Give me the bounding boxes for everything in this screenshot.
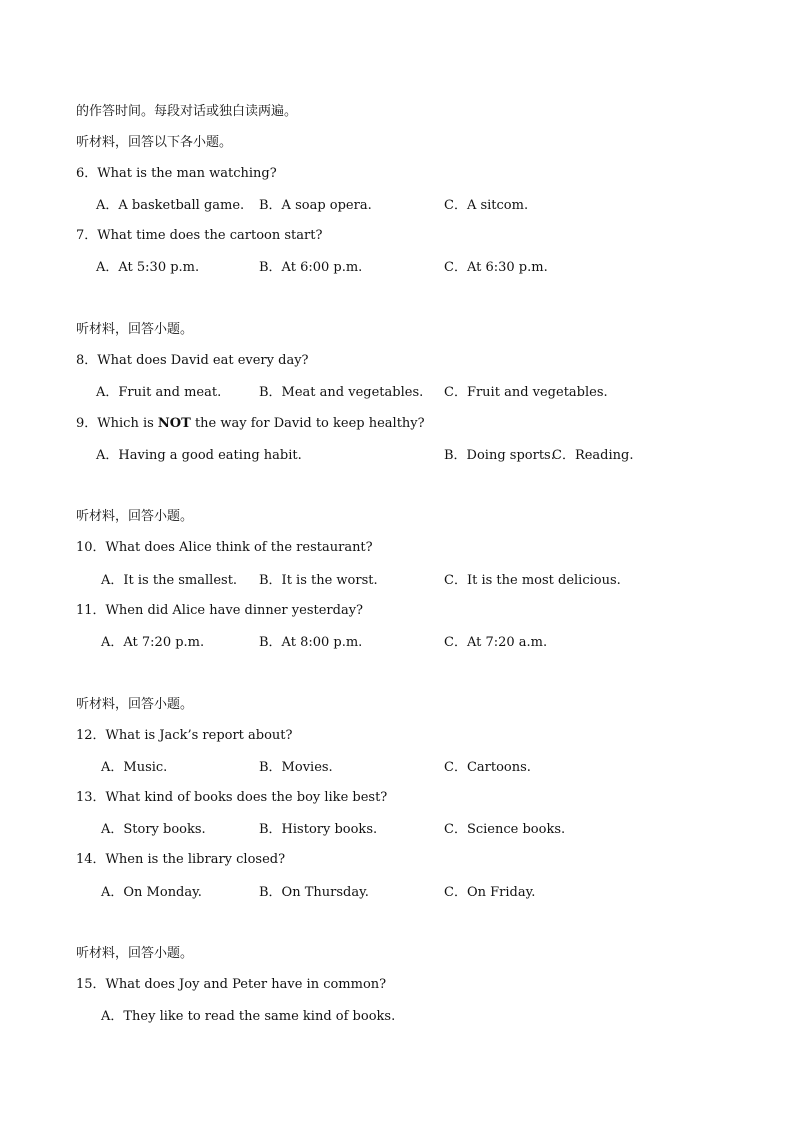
option-b: B．At 8:00 p.m. bbox=[259, 635, 363, 650]
question-text-after: the way for David to keep healthy? bbox=[190, 416, 425, 431]
question-text-emphasis: NOT bbox=[157, 416, 191, 431]
question-number: 14． bbox=[76, 852, 106, 867]
option-b: B．Doing sports. bbox=[444, 448, 555, 463]
question-text: What does Joy and Peter have in common? bbox=[105, 977, 387, 992]
question-7 bbox=[76, 228, 322, 244]
section-header: 听材料，回答以下各小题。 bbox=[76, 135, 233, 150]
question-12 bbox=[76, 728, 293, 744]
question-6 bbox=[76, 166, 277, 182]
question-14 bbox=[76, 852, 285, 868]
question-8 bbox=[76, 353, 309, 369]
option-a: A．Story books. bbox=[101, 822, 206, 837]
option-c: C．It is the most delicious. bbox=[444, 573, 621, 588]
question-number: 15． bbox=[76, 977, 106, 992]
option-c: C．On Friday. bbox=[444, 885, 536, 900]
question-number: 13． bbox=[76, 790, 106, 805]
option-a: A．At 7:20 p.m. bbox=[101, 635, 205, 650]
intro-line: 的作答时间。每段对话或独白读两遍。 bbox=[76, 104, 298, 119]
question-10 bbox=[76, 540, 373, 556]
option-c: C．Science books. bbox=[444, 822, 566, 837]
question-text: What kind of books does the boy like best? bbox=[105, 790, 388, 805]
option-a: A．On Monday. bbox=[101, 885, 202, 900]
section-header: 听材料，回答小题。 bbox=[76, 946, 194, 961]
question-15 bbox=[76, 977, 386, 993]
option-a: A．It is the smallest. bbox=[101, 573, 238, 588]
question-number: 9． bbox=[76, 416, 98, 431]
question-number: 12． bbox=[76, 728, 106, 743]
question-number: 7． bbox=[76, 228, 98, 243]
question-11 bbox=[76, 603, 363, 619]
option-a: A．A basketball game. bbox=[96, 198, 245, 213]
question-text: What is the man watching? bbox=[97, 166, 277, 181]
option-c: C．Reading. bbox=[552, 448, 634, 463]
option-a: A．Having a good eating habit. bbox=[96, 448, 302, 463]
question-9 bbox=[76, 416, 425, 432]
question-number: 6． bbox=[76, 166, 98, 181]
option-c: C．A sitcom. bbox=[444, 198, 529, 213]
question-text: What time does the cartoon start? bbox=[97, 228, 323, 243]
question-13 bbox=[76, 790, 387, 806]
option-c: C．Cartoons. bbox=[444, 760, 531, 775]
option-b: B．Meat and vegetables. bbox=[259, 385, 424, 400]
question-text-before: Which is bbox=[97, 416, 158, 431]
question-text: What is Jack’s report about? bbox=[105, 728, 293, 743]
option-a: A．They like to read the same kind of books. bbox=[101, 1009, 396, 1024]
option-a: A．Fruit and meat. bbox=[96, 385, 222, 400]
question-text: When is the library closed? bbox=[105, 852, 286, 867]
option-b: B．History books. bbox=[259, 822, 378, 837]
option-b: B．A soap opera. bbox=[259, 198, 372, 213]
section-header: 听材料，回答小题。 bbox=[76, 697, 194, 712]
section-header: 听材料，回答小题。 bbox=[76, 509, 194, 524]
question-number: 8． bbox=[76, 353, 98, 368]
option-a: A．At 5:30 p.m. bbox=[96, 260, 200, 275]
question-number: 10． bbox=[76, 540, 106, 555]
option-b: B．It is the worst. bbox=[259, 573, 378, 588]
section-header: 听材料，回答小题。 bbox=[76, 322, 194, 337]
option-c: C．At 7:20 a.m. bbox=[444, 635, 548, 650]
option-c: C．At 6:30 p.m. bbox=[444, 260, 548, 275]
question-text: What does Alice think of the restaurant? bbox=[105, 540, 373, 555]
option-c: C．Fruit and vegetables. bbox=[444, 385, 608, 400]
option-b: B．On Thursday. bbox=[259, 885, 369, 900]
option-b: B．Movies. bbox=[259, 760, 333, 775]
option-b: B．At 6:00 p.m. bbox=[259, 260, 363, 275]
question-text: When did Alice have dinner yesterday? bbox=[105, 603, 364, 618]
option-a: A．Music. bbox=[101, 760, 168, 775]
question-number: 11． bbox=[76, 603, 106, 618]
question-text: What does David eat every day? bbox=[97, 353, 309, 368]
